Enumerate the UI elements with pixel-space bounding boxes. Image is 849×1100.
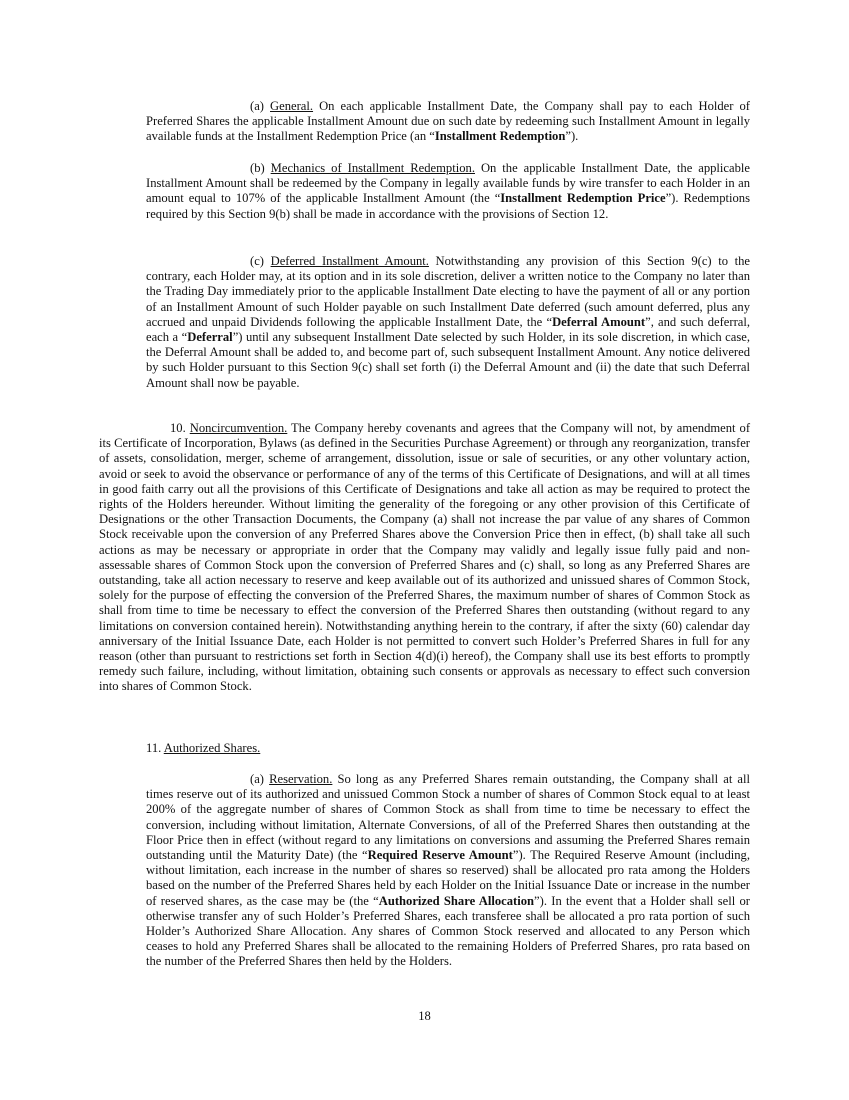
paragraph-text: So long as any Preferred Shares remain outstanding, the Company shall at all times reserve out of its authorized and unissued Common Stock a number of shares of Common Stock equal to at least 200% of the aggregate number of shares of Common Stock as shall from time to time be necessary to effect the conversion, including without limitation, Alternate Conversions, of all of the Preferred Shares then outstanding at the Floor Price then in effect (without regard to any limitations on conversions and assuming the Preferred Shares remain outstanding until the Maturity Date) (the “ [146,772,750,863]
section-heading: Mechanics of Installment Redemption. [270,161,475,175]
section-heading: Authorized Shares. [163,741,261,755]
paragraph-lead: 11. [146,741,164,755]
section-heading: Deferred Installment Amount. [270,254,429,268]
defined-term: Deferral Amount [552,314,646,329]
paragraph-lead: (b) [250,161,271,175]
paragraph-text: ”) until any subsequent Installment Date selected by such Holder, in its sole discretion, in which case, the Deferral Amount shall be added to, and become part of, such subsequent Installment Amount. Any notice delivered by such Holder pursuant to this Section 9(c) shall set forth (i) the Deferral Amount and (ii) the date that such Deferral Amount shall now be payable. [146,330,750,390]
paragraph-text: ”). [565,129,579,144]
defined-term: Installment Redemption [434,129,566,144]
paragraph-lead: (a) [250,99,271,113]
paragraph-text: On the applicable Installment Date, the applicable Installment Amount shall be redeemed by the Company in legally available funds by wire transfer to each Holder in an amount equal to 107% of the applicable Installment Amount (the “ [146,161,750,206]
defined-term: Installment Redemption Price [500,191,666,206]
paragraph-text: The Company hereby covenants and agrees that the Company will not, by amendment of its Certificate of Incorporation, Bylaws (as defined in the Securities Purchase Agreement) or through any reorganization, transfer of assets, consolidation, merger, scheme of arrangement, dissolution, issue or sale of securities, or any other voluntary action, avoid or seek to avoid the observance or performance of any of the terms of this Certificate of Designations, and will at all times in good faith carry out all the provisions of this Certificate of Designations and take all action as may be required to protect the rights of the Holders hereunder. Without limiting the generality of the foregoing or any other provision of this Certificate of Designations or the other Transaction Documents, the Company (a) shall not increase the par value of any shares of Common Stock receivable upon the conversion of any Preferred Shares above the Conversion Price then in effect, (b) shall take all such actions as may be necessary or appropriate in order that the Company may validly and legally issue fully paid and non-assessable shares of Common Stock upon the conversion of Preferred Shares and (c) shall, so long as any Preferred Shares are outstanding, take all action necessary to reserve and keep available out of its authorized and unissued shares of Common Stock, solely for the purpose of effecting the conversion of the Preferred Shares, the maximum number of shares of Common Stock as shall from time to time be necessary to effect the conversion of the Preferred Shares then outstanding (without regard to any limitations on conversion contained herein). Notwithstanding anything herein to the contrary, if after the sixty (60) calendar day anniversary of the Initial Issuance Date, each Holder is not permitted to convert such Holder’s Preferred Shares in full for any reason (other than pursuant to restrictions set forth in Section 4(d)(i) hereof), the Company shall use its best efforts to promptly remedy such failure, including, without limitation, obtaining such consents or approvals as necessary to effect such conversion into shares of Common Stock. [99,421,751,694]
section-heading: Noncircumvention. [189,421,288,435]
defined-term: Deferral [187,330,233,345]
section-9b-mechanics [146,161,750,222]
paragraph-lead: (c) [250,254,271,268]
paragraph-text: On each applicable Installment Date, the Company shall pay to each Holder of Preferred Shares the applicable Installment Amount due on such date by redeeming such Installment Amount in legally available funds at the Installment Redemption Price (an “ [146,99,750,144]
paragraph-text: ”, and such deferral, each a “ [146,314,751,345]
section-heading: Reservation. [269,772,333,786]
section-11-authorized-shares [146,741,750,756]
paragraph-lead: (a) [250,772,270,786]
section-11a-reservation [146,772,750,970]
section-9c-deferred-installment [146,254,750,391]
paragraph-text: ”). In the event that a Holder shall sell or otherwise transfer any of such Holder’s Preferred Shares, each transferee shall be allocated a pro rata portion of such Holder’s Authorized Share Allocation. Any shares of Common Stock reserved and allocated to any Person which ceases to hold any Preferred Shares shall be allocated to the remaining Holders of Preferred Shares, pro rata based on the number of the Preferred Shares then held by the Holders. [146,893,750,969]
section-heading: General. [270,99,314,113]
section-10-noncircumvention [99,421,750,695]
paragraph-lead: 10. [170,421,190,435]
section-9a-general [146,99,750,145]
page-number: 18 [418,1009,431,1023]
defined-term: Authorized Share Allocation [378,893,535,908]
defined-term: Required Reserve Amount [367,848,513,863]
paragraph-text: ”). The Required Reserve Amount (including, without limitation, each increase in the number of shares so reserved) shall be allocated pro rata among the Holders based on the number of the Preferred Shares held by each Holder on the Initial Issuance Date or increase in the number of reserved shares, as the case may be (the “ [146,848,750,908]
paragraph-text: Notwithstanding any provision of this Section 9(c) to the contrary, each Holder may, at its option and in its sole discretion, deliver a written notice to the Company no later than the Trading Day immediately prior to the applicable Installment Date electing to have the payment of all or any portion of an Installment Amount of such Holder payable on such Installment Date deferred (such amount deferred, plus any accrued and unpaid Dividends following the applicable Installment Date, the “ [146,254,750,329]
paragraph-text: ”). Redemptions required by this Section 9(b) shall be made in accordance with the provisions of Section 12. [146,191,750,221]
